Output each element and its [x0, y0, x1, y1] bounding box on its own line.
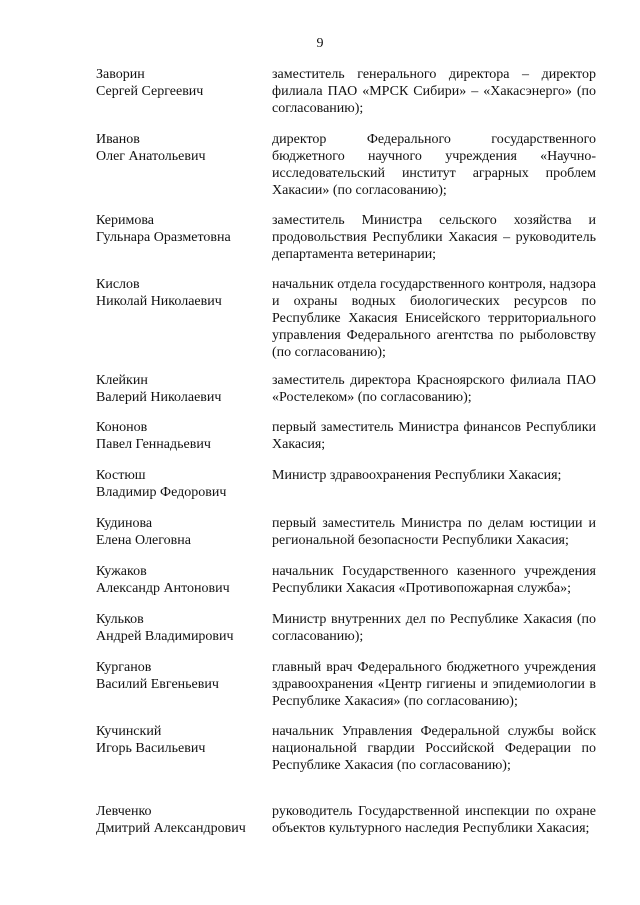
- member-name: [96, 419, 271, 453]
- member-position: начальник Управления Федеральной службы войск национальной гвардии Российской Федерации по Республике Хакасия (по согласованию);: [272, 724, 596, 773]
- member-position: начальник отдела государственного контроля, надзора и охраны водных биологических ресурсов по Республике Хакасия Енисейского территориального управления Федерального агентства по рыболовству (по согласованию);: [272, 277, 596, 360]
- member-surname: Заворин: [96, 67, 145, 82]
- member-given-names: Владимир Федорович: [96, 485, 227, 500]
- member-position: Министр здравоохранения Республики Хакасия;: [272, 468, 562, 483]
- member-given-names: Василий Евгеньевич: [96, 677, 219, 692]
- member-surname: Клейкин: [96, 373, 148, 388]
- member-name: [96, 515, 271, 549]
- member-surname: Керимова: [96, 213, 155, 228]
- member-surname: Левченко: [96, 804, 152, 819]
- member-surname: Кульков: [96, 612, 144, 627]
- member-position: первый заместитель Министра финансов Республики Хакасия;: [272, 420, 596, 452]
- member-given-names: Сергей Сергеевич: [96, 84, 204, 99]
- member-surname: Кудинова: [96, 516, 153, 531]
- member-given-names: Андрей Владимирович: [96, 629, 234, 644]
- member-given-names: Игорь Васильевич: [96, 741, 206, 756]
- member-given-names: Олег Анатольевич: [96, 149, 206, 164]
- member-position: Министр внутренних дел по Республике Хакасия (по согласованию);: [272, 612, 596, 644]
- member-given-names: Павел Геннадьевич: [96, 437, 211, 452]
- member-given-names: Александр Антонович: [96, 581, 230, 596]
- member-position: директор Федерального государственного бюджетного научного учреждения «Научно-исследовательский институт аграрных проблем Хакасии» (по согласованию);: [272, 132, 596, 198]
- member-name: [96, 611, 271, 645]
- member-given-names: Гульнара Оразметовна: [96, 230, 231, 245]
- member-given-names: Валерий Николаевич: [96, 390, 222, 405]
- member-surname: Кононов: [96, 420, 148, 435]
- member-given-names: Елена Олеговна: [96, 533, 191, 548]
- member-given-names: Николай Николаевич: [96, 294, 222, 309]
- member-name: [96, 131, 271, 165]
- member-name: [96, 212, 271, 246]
- member-position: руководитель Государственной инспекции по охране объектов культурного наследия Республики Хакасия;: [272, 804, 596, 836]
- member-surname: Курганов: [96, 660, 152, 675]
- member-position: заместитель директора Красноярского филиала ПАО «Ростелеком» (по согласованию);: [272, 373, 596, 405]
- member-given-names: Дмитрий Александрович: [96, 821, 246, 836]
- member-position: заместитель Министра сельского хозяйства и продовольствия Республики Хакасия – руководитель департамента ветеринарии;: [272, 213, 596, 262]
- member-surname: Кучинский: [96, 724, 162, 739]
- member-surname: Кужаков: [96, 564, 147, 579]
- member-surname: Иванов: [96, 132, 140, 147]
- member-position: главный врач Федерального бюджетного учреждения здравоохранения «Центр гигиены и эпидемиологии в Республике Хакасия» (по согласованию);: [272, 660, 596, 709]
- member-surname: Кислов: [96, 277, 140, 292]
- member-name: [96, 803, 271, 837]
- member-position: первый заместитель Министра по делам юстиции и региональной безопасности Республики Хакасия;: [272, 516, 596, 548]
- member-name: [96, 723, 271, 757]
- member-position: начальник Государственного казенного учреждения Республики Хакасия «Противопожарная служба»;: [272, 564, 596, 596]
- member-name: [96, 563, 271, 597]
- member-name: [96, 372, 271, 406]
- page-number: 9: [316, 36, 324, 51]
- member-name: [96, 276, 271, 310]
- member-position: заместитель генерального директора – директор филиала ПАО «МРСК Сибири» – «Хакасэнерго» (по согласованию);: [272, 67, 596, 116]
- member-name: [96, 467, 271, 501]
- member-name: [96, 659, 271, 693]
- member-surname: Костюш: [96, 468, 146, 483]
- member-name: [96, 66, 271, 100]
